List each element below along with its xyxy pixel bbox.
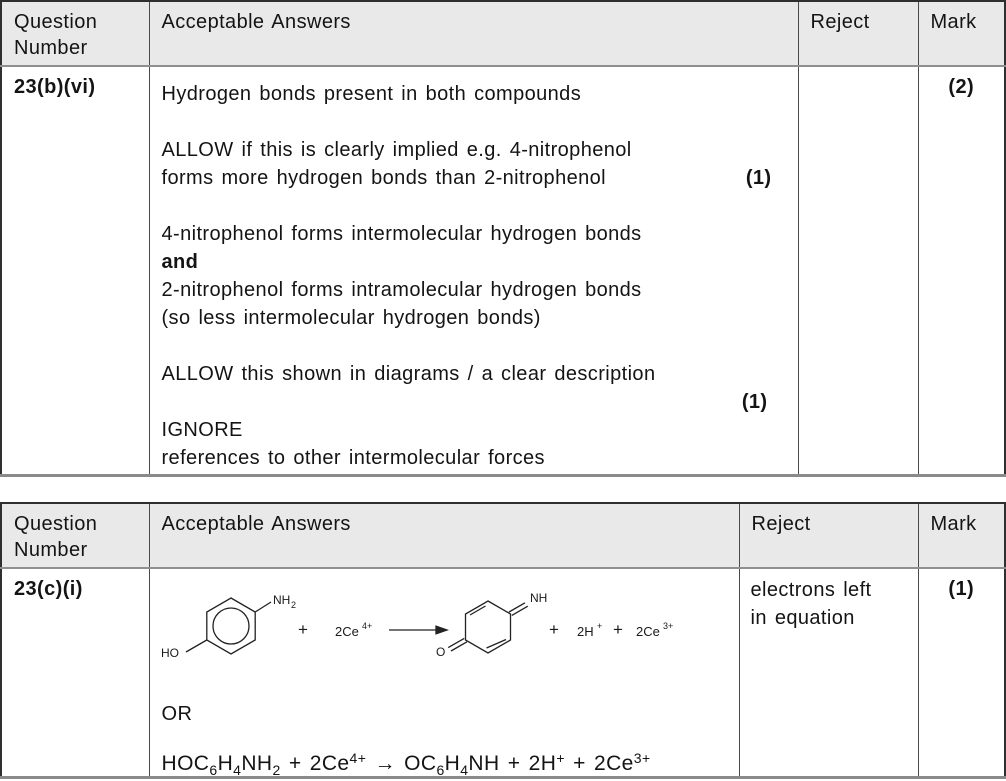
protons-label: 2H	[576, 624, 594, 639]
reject-line: in equation	[750, 607, 855, 629]
question-number-cell: 23(c)(i)	[1, 568, 149, 778]
header-reject: Reject	[739, 503, 918, 568]
mark-cell: (2)	[918, 66, 1005, 476]
answer-line: references to other intermolecular forces	[161, 447, 545, 469]
reaction-diagram-svg	[155, 584, 715, 672]
eq-seg: 3+	[633, 750, 651, 766]
eq-seg: NH	[241, 752, 273, 775]
answer-line: 2-nitrophenol forms intramolecular hydrogen bonds	[161, 279, 642, 301]
aminophenol-structure	[186, 598, 271, 654]
eq-seg: 4	[233, 762, 242, 778]
header-reject: Reject	[798, 1, 918, 66]
mark-scheme-table-23ci	[0, 502, 1006, 779]
eq-seg: + 2Ce	[280, 752, 350, 775]
plus-sign: +	[297, 620, 308, 639]
answer-line: (so less intermolecular hydrogen bonds)	[161, 307, 541, 329]
header-acceptable-answers: Acceptable Answers	[149, 1, 798, 66]
answer-line: 4-nitrophenol forms intermolecular hydrogen bonds	[161, 223, 642, 245]
plus-sign: +	[612, 620, 623, 639]
table-row	[1, 568, 1005, 778]
eq-seg: +	[556, 750, 565, 766]
header-acceptable-answers: Acceptable Answers	[149, 503, 739, 568]
eq-seg: NH + 2H	[468, 752, 557, 775]
or-label: OR	[161, 703, 193, 725]
eq-seg: 6	[436, 762, 445, 778]
protons-charge: +	[596, 621, 602, 631]
header-mark: Mark	[918, 503, 1005, 568]
marking-point-1: (1)	[745, 167, 772, 189]
eq-seg: 2	[272, 762, 281, 778]
cerium3-charge: 3+	[662, 621, 673, 631]
table-header-row	[1, 503, 1005, 568]
oxo-label: O	[435, 645, 445, 659]
cerium3-label: 2Ce	[635, 624, 660, 639]
answer-line: ALLOW this shown in diagrams / a clear description	[161, 363, 656, 385]
answer-text: forms more hydrogen bonds than 2-nitrophenol	[161, 167, 607, 189]
eq-seg: 4+	[349, 750, 367, 766]
reject-line: electrons left	[750, 579, 872, 601]
hydroxyl-label: HO	[160, 646, 179, 660]
amine-label-sub: 2	[290, 600, 296, 610]
acceptable-answers-cell	[149, 66, 798, 476]
reaction-arrow	[389, 626, 447, 634]
acceptable-answers-cell	[149, 568, 739, 778]
reaction-scheme-diagram	[155, 584, 727, 674]
header-question-number: Question Number	[1, 1, 149, 66]
imine-label: NH	[529, 591, 547, 605]
answer-line	[162, 164, 786, 192]
marking-point-2: (1)	[741, 391, 768, 413]
header-question-number: Question Number	[1, 503, 149, 568]
header-mark: Mark	[918, 1, 1005, 66]
eq-seg: 4	[460, 762, 469, 778]
question-number-cell: 23(b)(vi)	[1, 66, 149, 476]
blank-line	[162, 192, 786, 220]
answer-line-ignore: IGNORE	[161, 419, 243, 441]
reject-cell	[739, 568, 918, 778]
blank-line	[162, 332, 786, 360]
ionic-equation	[162, 752, 727, 776]
blank-line	[162, 108, 786, 136]
table-row	[1, 66, 1005, 476]
quinone-imine-structure	[448, 601, 528, 653]
mark-cell: (1)	[918, 568, 1005, 778]
plus-sign: +	[548, 620, 559, 639]
eq-seg: + 2Ce	[564, 752, 634, 775]
eq-seg: HOC	[161, 752, 210, 775]
answer-line: ALLOW if this is clearly implied e.g. 4-nitrophenol	[161, 139, 632, 161]
cerium4-charge: 4+	[361, 621, 372, 631]
eq-seg: H	[217, 752, 234, 775]
cerium4-label: 2Ce	[334, 624, 359, 639]
eq-seg: 6	[209, 762, 218, 778]
reject-cell	[798, 66, 918, 476]
amine-label: NH	[272, 593, 290, 607]
answer-line: Hydrogen bonds present in both compounds	[161, 83, 582, 105]
eq-seg: H	[444, 752, 461, 775]
eq-seg: → OC	[366, 752, 437, 775]
answer-line-and: and	[161, 251, 199, 273]
table-header-row	[1, 1, 1005, 66]
